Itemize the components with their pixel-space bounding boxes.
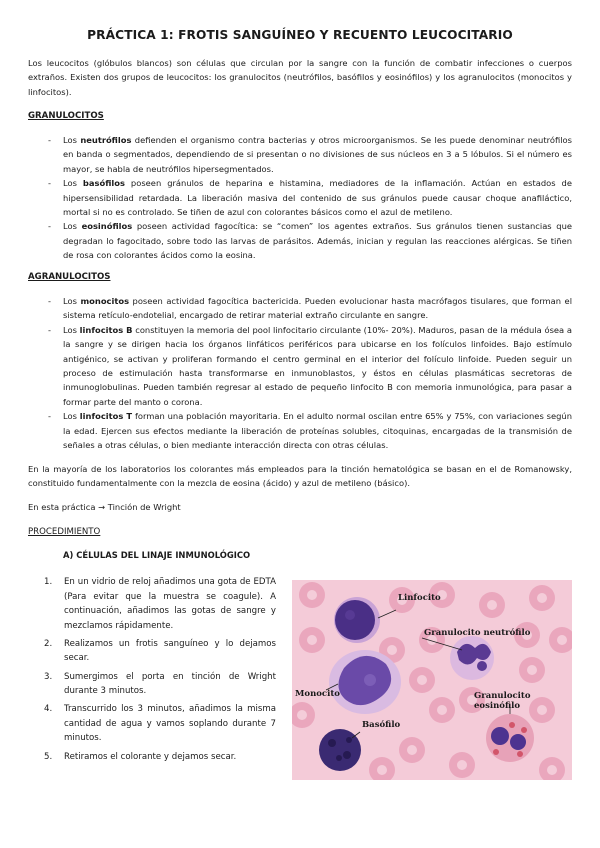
step-number: 3. bbox=[44, 671, 53, 682]
red-blood-cell-center bbox=[307, 590, 317, 600]
step-item bbox=[44, 750, 276, 765]
item-text: defienden el organismo contra bacterias y otros microorganismos. Se les puede denominar neutrófilos en banda o segmentados, dependiendo de si presentan o no divisiones de sus núcleos en 3 a 5 lóbulos. Si el número es mayor, se habla de neutrófilos hipersegmentados. bbox=[63, 135, 572, 174]
dash-bullet: - bbox=[48, 324, 52, 335]
item-prefix: Los bbox=[63, 296, 81, 306]
step-text: Retiramos el colorante y dejamos secar. bbox=[64, 751, 237, 762]
red-blood-cell-center bbox=[537, 593, 547, 603]
red-blood-cell-center bbox=[307, 635, 317, 645]
list-item-linfocitos-b bbox=[28, 323, 572, 409]
term-linfocitos-t: linfocitos T bbox=[79, 411, 133, 422]
agranulocitos-list bbox=[28, 294, 572, 452]
step-item bbox=[44, 670, 276, 699]
list-item-eosinofilos bbox=[28, 219, 572, 262]
dash-bullet: - bbox=[48, 296, 52, 306]
item-text: forman una población mayoritaria. En el adulto normal oscilan entre 65% y 75%, con variaciones según la edad. Ejercen sus efectos mediante la liberación de proteínas solubles, citoquinas, encargadas de la transmisión de señales a otras células, o bien mediante interacción directa con otras células. bbox=[63, 411, 572, 451]
procedure-steps bbox=[44, 575, 276, 768]
list-item-linfocitos-t bbox=[28, 409, 572, 452]
label-basofilo: Basófilo bbox=[362, 720, 401, 730]
step-number: 4. bbox=[44, 704, 53, 715]
wright-line: En esta práctica → Tinción de Wright bbox=[28, 502, 181, 512]
item-prefix: Los bbox=[63, 135, 81, 145]
dash-bullet: - bbox=[48, 135, 52, 145]
item-prefix: Los bbox=[63, 178, 83, 189]
term-linfocitos-b: linfocitos B bbox=[79, 324, 133, 335]
list-item-neutrofilos bbox=[28, 133, 572, 176]
procedimiento-heading: PROCEDIMIENTO bbox=[28, 527, 101, 537]
label-linfocito: Linfocito bbox=[398, 593, 441, 603]
step-number: 2. bbox=[44, 638, 53, 649]
list-item-monocitos bbox=[28, 294, 572, 323]
red-blood-cell-center bbox=[297, 710, 307, 720]
label-eosinofilo: Granulocito eosinófilo bbox=[474, 691, 531, 711]
step-text: Sumergimos el porta en tinción de Wright durante 3 minutos. bbox=[64, 671, 276, 697]
step-number: 1. bbox=[44, 577, 53, 587]
term-monocitos: monocitos bbox=[80, 296, 130, 306]
red-blood-cell-center bbox=[377, 765, 387, 775]
step-text: En un vidrio de reloj añadimos una gota de EDTA (Para evitar que la muestra se coagule). A continuación, añadimos las gotas de sangre y mezclamos rápidamente. bbox=[64, 577, 276, 631]
item-prefix: Los bbox=[63, 324, 80, 335]
step-item bbox=[44, 575, 276, 633]
red-blood-cell-center bbox=[407, 745, 417, 755]
dash-bullet: - bbox=[48, 178, 52, 189]
label-neutrofilo: Granulocito neutrófilo bbox=[424, 628, 531, 638]
step-item bbox=[44, 637, 276, 666]
step-number: 5. bbox=[44, 751, 53, 762]
blood-smear-image bbox=[292, 580, 572, 780]
procedimiento-subheading: A) CÉLULAS DEL LINAJE INMUNOLÓGICO bbox=[63, 550, 251, 560]
agranulocitos-heading: AGRANULOCITOS bbox=[28, 272, 111, 282]
item-text: poseen gránulos de heparina e histamina, mediadores de la inflamación. Actúan en estados de hipersensibilidad retardada. La liberación masiva del contenido de sus gránulos puede causar choque anafiláctico, mortal si no es controlado. Se tiñen de azul con colorantes básicos como el azul de metileno. bbox=[63, 178, 572, 218]
red-blood-cell-center bbox=[417, 675, 427, 685]
item-prefix: Los bbox=[63, 411, 80, 422]
red-blood-cell-center bbox=[527, 665, 537, 675]
red-blood-cell-center bbox=[487, 600, 497, 610]
term-basofilos: basófilos bbox=[82, 178, 125, 189]
dash-bullet: - bbox=[48, 221, 52, 232]
label-monocito: Monocito bbox=[295, 689, 340, 699]
page-title: PRÁCTICA 1: FROTIS SANGUÍNEO Y RECUENTO LEUCOCITARIO bbox=[87, 28, 513, 42]
red-blood-cell-center bbox=[387, 645, 397, 655]
granulocitos-heading: GRANULOCITOS bbox=[28, 111, 104, 121]
term-eosinofilos: eosinófilos bbox=[81, 221, 133, 232]
red-blood-cell-center bbox=[457, 760, 467, 770]
granulocitos-list bbox=[28, 133, 572, 263]
item-text: poseen actividad fagocítica bactericida. Pueden evolucionar hasta macrófagos tisulares, que forman el sistema retículo-endotelial, encargado de retirar material extraño circulante en sangre. bbox=[63, 296, 573, 321]
romanowsky-paragraph: En la mayoría de los laboratorios los colorantes más empleados para la tinción hematológica se basan en el de Romanowsky, constituido fundamentalmente con la mezcla de eosina (ácido) y azul de metileno (básico). bbox=[28, 464, 572, 489]
step-text: Transcurrido los 3 minutos, añadimos la misma cantidad de agua y vamos soplando durante 7 minutos. bbox=[64, 704, 276, 744]
item-prefix: Los bbox=[63, 221, 82, 232]
dash-bullet: - bbox=[48, 411, 52, 422]
list-item-basofilos bbox=[28, 176, 572, 219]
blood-smear-figure bbox=[292, 580, 572, 780]
step-item bbox=[44, 702, 276, 746]
red-blood-cell-center bbox=[557, 635, 567, 645]
step-text: Realizamos un frotis sanguíneo y lo dejamos secar. bbox=[64, 638, 276, 664]
red-blood-cell-center bbox=[437, 705, 447, 715]
item-text: constituyen la memoria del pool linfocitario circulante (10%- 20%). Maduros, pasan de la médula ósea a la sangre y se dirigen hacia los órganos linfáticos periféricos para ubicarse en los folículos linfoides. Bajo estímulo antigénico, se activan y proliferan formando el centro germinal en el interior del folículo linfoide. Pueden seguir un proceso de estimulación hasta transformarse en inmunoblastos, y éstos en células plasmáticas secretoras de inmunoglobulinas. Pueden también regresar al estado de pequeño linfocito B con memoria inmunológica, para pasar a formar parte del manto o corona. bbox=[63, 324, 572, 407]
item-text: poseen actividad fagocítica: se “comen” los agentes extraños. Sus gránulos tienen sustancias que degradan lo fagocitado, sobre todo las larvas de parásitos. Además, inician y regulan las reacciones alérgicas. Se tiñen de rosa con colorantes ácidos como la eosina. bbox=[63, 221, 572, 261]
red-blood-cell-center bbox=[547, 765, 557, 775]
neutrofilo-cell bbox=[450, 636, 494, 680]
monocito-cell bbox=[329, 650, 401, 714]
basofilo-cell bbox=[319, 729, 361, 771]
term-neutrofilos: neutrófilos bbox=[80, 135, 132, 145]
intro-paragraph: Los leucocitos (glóbulos blancos) son células que circulan por la sangre con la función de combatir infecciones o cuerpos extraños. Existen dos grupos de leucocitos: los granulocitos (neutrófilos, basófilos y eosinófilos) y los agranulocitos (monocitos y linfocitos). bbox=[28, 58, 572, 97]
linfocito-cell bbox=[334, 597, 380, 643]
eosinofilo-cell bbox=[486, 714, 534, 762]
